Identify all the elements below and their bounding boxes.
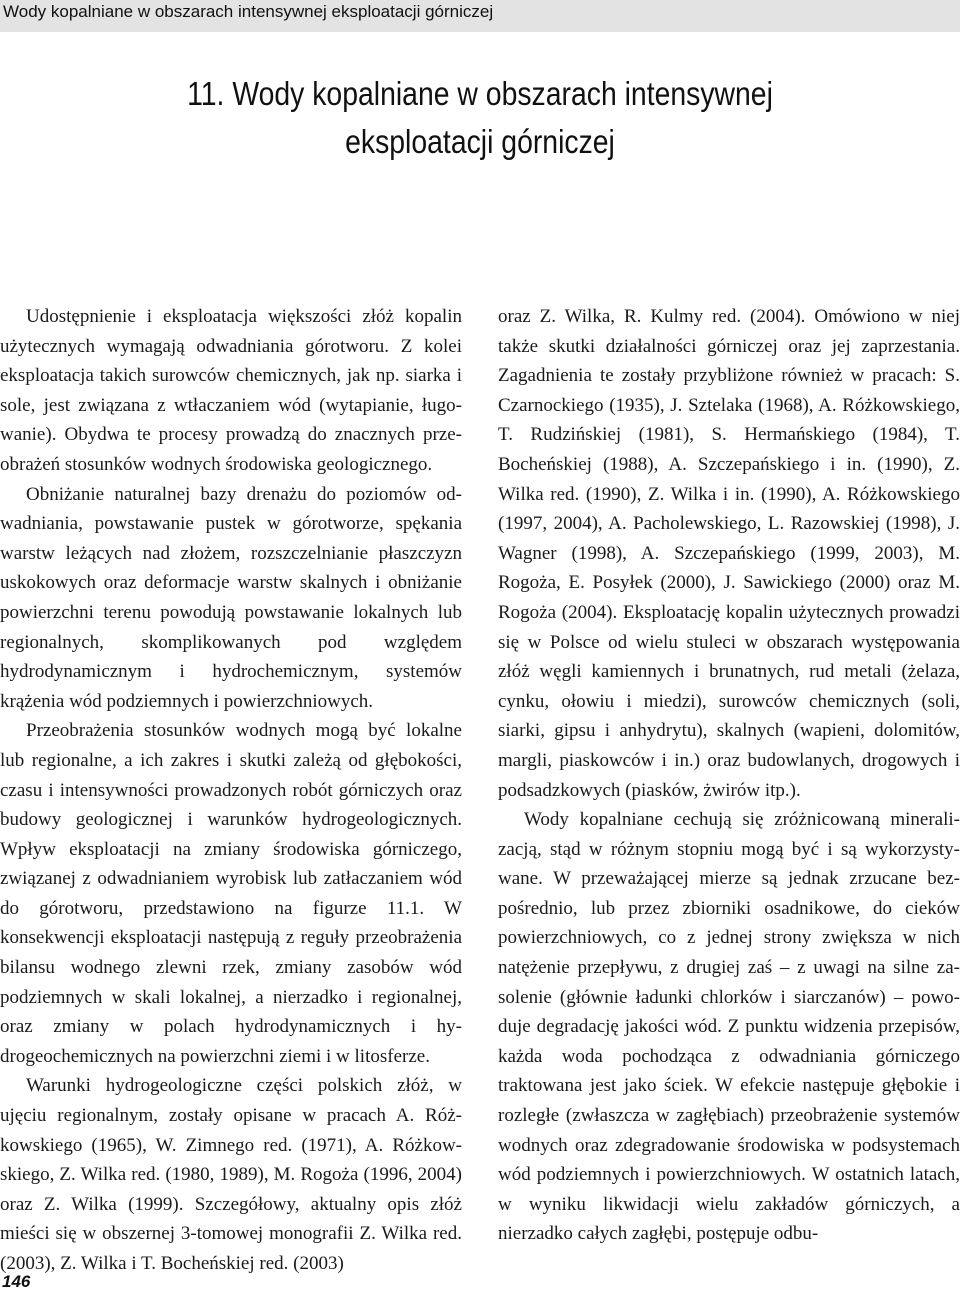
paragraph: Wody kopalniane cechują się zróżnicowaną mineralizacją, stąd w różnym stopniu mogą być i są wykorzystywane. W przeważającej mierze są jednak zrzucane bezpośrednio, lub przez zbiorniki osadnikowe, do cieków powierzchniowych, co z jednej strony zwiększa w nich natężenie przepływu, z drugiej zaś – z uwagi na silne zasolenie (głównie ładunki chlorków i siarczanów) – powoduje degradację jakości wód. Z punktu widzenia przepisów, każda woda pochodząca z odwadniania górniczego traktowana jest jako ściek. W efekcie następuje głębokie i rozległe (zwłaszcza w zagłębiach) przeobrażenie systemów wodnych oraz zdegradowanie środowiska w podsystemach wód podziemnych i powierzchniowych. W ostatnich latach, w wyniku likwidacji wielu zakładów górniczych, a nierzadko całych zagłębi, postępuje odbu-: [498, 809, 960, 1245]
paragraph: Obniżanie naturalnej bazy drenażu do poziomów odwadniania, powstawanie pustek w górotworze, spękania warstw leżących nad złożem, rozszczelnianie płaszczyzn uskokowych oraz deformacje warstw skalnych i obniżanie powierzchni terenu powodują powstawanie lokalnych lub regionalnych, skomplikowanych pod względem hydrodynamicznym i hydrochemicznym, systemów krążenia wód podziemnych i powierzchniowych.: [0, 483, 462, 712]
paragraph: Warunki hydrogeologiczne części polskich złóż, w ujęciu regionalnym, zostały opisane w pracach A. Różkowskiego (1965), W. Zimnego red. (1971), A. Różkowskiego, Z. Wilka red. (1980, 1989), M. Rogoża (1996, 2004) oraz Z. Wilka (1999). Szczegółowy, aktualny opis złóż mieści się w obszernej 3-tomowej monografii Z. Wilka red. (2003), Z. Wilka i T. Bocheńskiej red. (2003): [0, 1075, 462, 1274]
chapter-title-line-2: eksploatacji górniczej: [345, 123, 615, 160]
paragraph: oraz Z. Wilka, R. Kulmy red. (2004). Omówiono w niej także skutki działalności górniczej oraz jej zaprzestania. Zagadnienia te zostały przybliżone również w pracach: S. Czarnockiego (1935), J. Sztelaka (1968), A. Różkowskiego, T. Rudzińskiej (1981), S. Hermańskiego (1984), T. Bocheńskiej (1988), A. Szczepańskiego i in. (1990), Z. Wilka red. (1990), Z. Wilka i in. (1990), A. Różkowskiego (1997, 2004), A. Pacholewskiego, L. Razowskiej (1998), J. Wagner (1998), A. Szczepańskiego (1999, 2003), M. Rogoża, E. Posyłek (2000), J. Sawickiego (2000) oraz M. Rogoża (2004). Eksploatację kopalin użytecznych prowadzi się w Polsce od wielu stuleci w obszarach występowania złóż węgli kamiennych i brunatnych, rud metali (żelaza, cynku, ołowiu i miedzi), surowców chemicznych (soli, siarki, gipsu i anhydrytu), skalnych (wapieni, dolomitów, margli, piaskowców i in.) oraz budowlanych, drogowych i podsadzkowych (piasków, żwirów itp.).: [498, 306, 960, 801]
left-text-column: [0, 302, 462, 1279]
chapter-title-line-1: 11. Wody kopalniane w obszarach intensywnej: [187, 75, 773, 112]
running-header: Wody kopalniane w obszarach intensywnej eksploatacji górniczej: [0, 0, 960, 32]
paragraph: Przeobrażenia stosunków wodnych mogą być lokalne lub regionalne, a ich zakres i skutki zależą od głębokości, czasu i intensywności prowadzonych robót górniczych oraz budowy geologicznej i warunków hydrogeologicznych. Wpływ eksploatacji na zmiany środowiska górniczego, związanej z odwadnianiem wyrobisk lub zatłaczaniem wód do górotworu, przedstawiono na figurze 11.1. W konsekwencji eksploatacji następują z reguły przeobrażenia bilansu wodnego zlewni rzek, zmiany zasobów wód podziemnych w skali lokalnej, a nierzadko i regionalnej, oraz zmiany w polach hydrodynamicznych i hydrogeochemicznych na powierzchni ziemi i w litosferze.: [0, 720, 462, 1067]
chapter-title: [136, 70, 824, 166]
paragraph: Udostępnienie i eksploatacja większości złóż kopalin użytecznych wymagają odwadniania górotworu. Z kolei eksploatacja takich surowców chemicznych, jak np. siarka i sole, jest związana z wtłaczaniem wód (wytapianie, ługowanie). Obydwa te procesy prowadzą do znacznych przeobrażeń stosunków wodnych środowiska geologicznego.: [0, 306, 462, 475]
right-text-column: [498, 302, 960, 1249]
page-number: 146: [2, 1272, 31, 1291]
